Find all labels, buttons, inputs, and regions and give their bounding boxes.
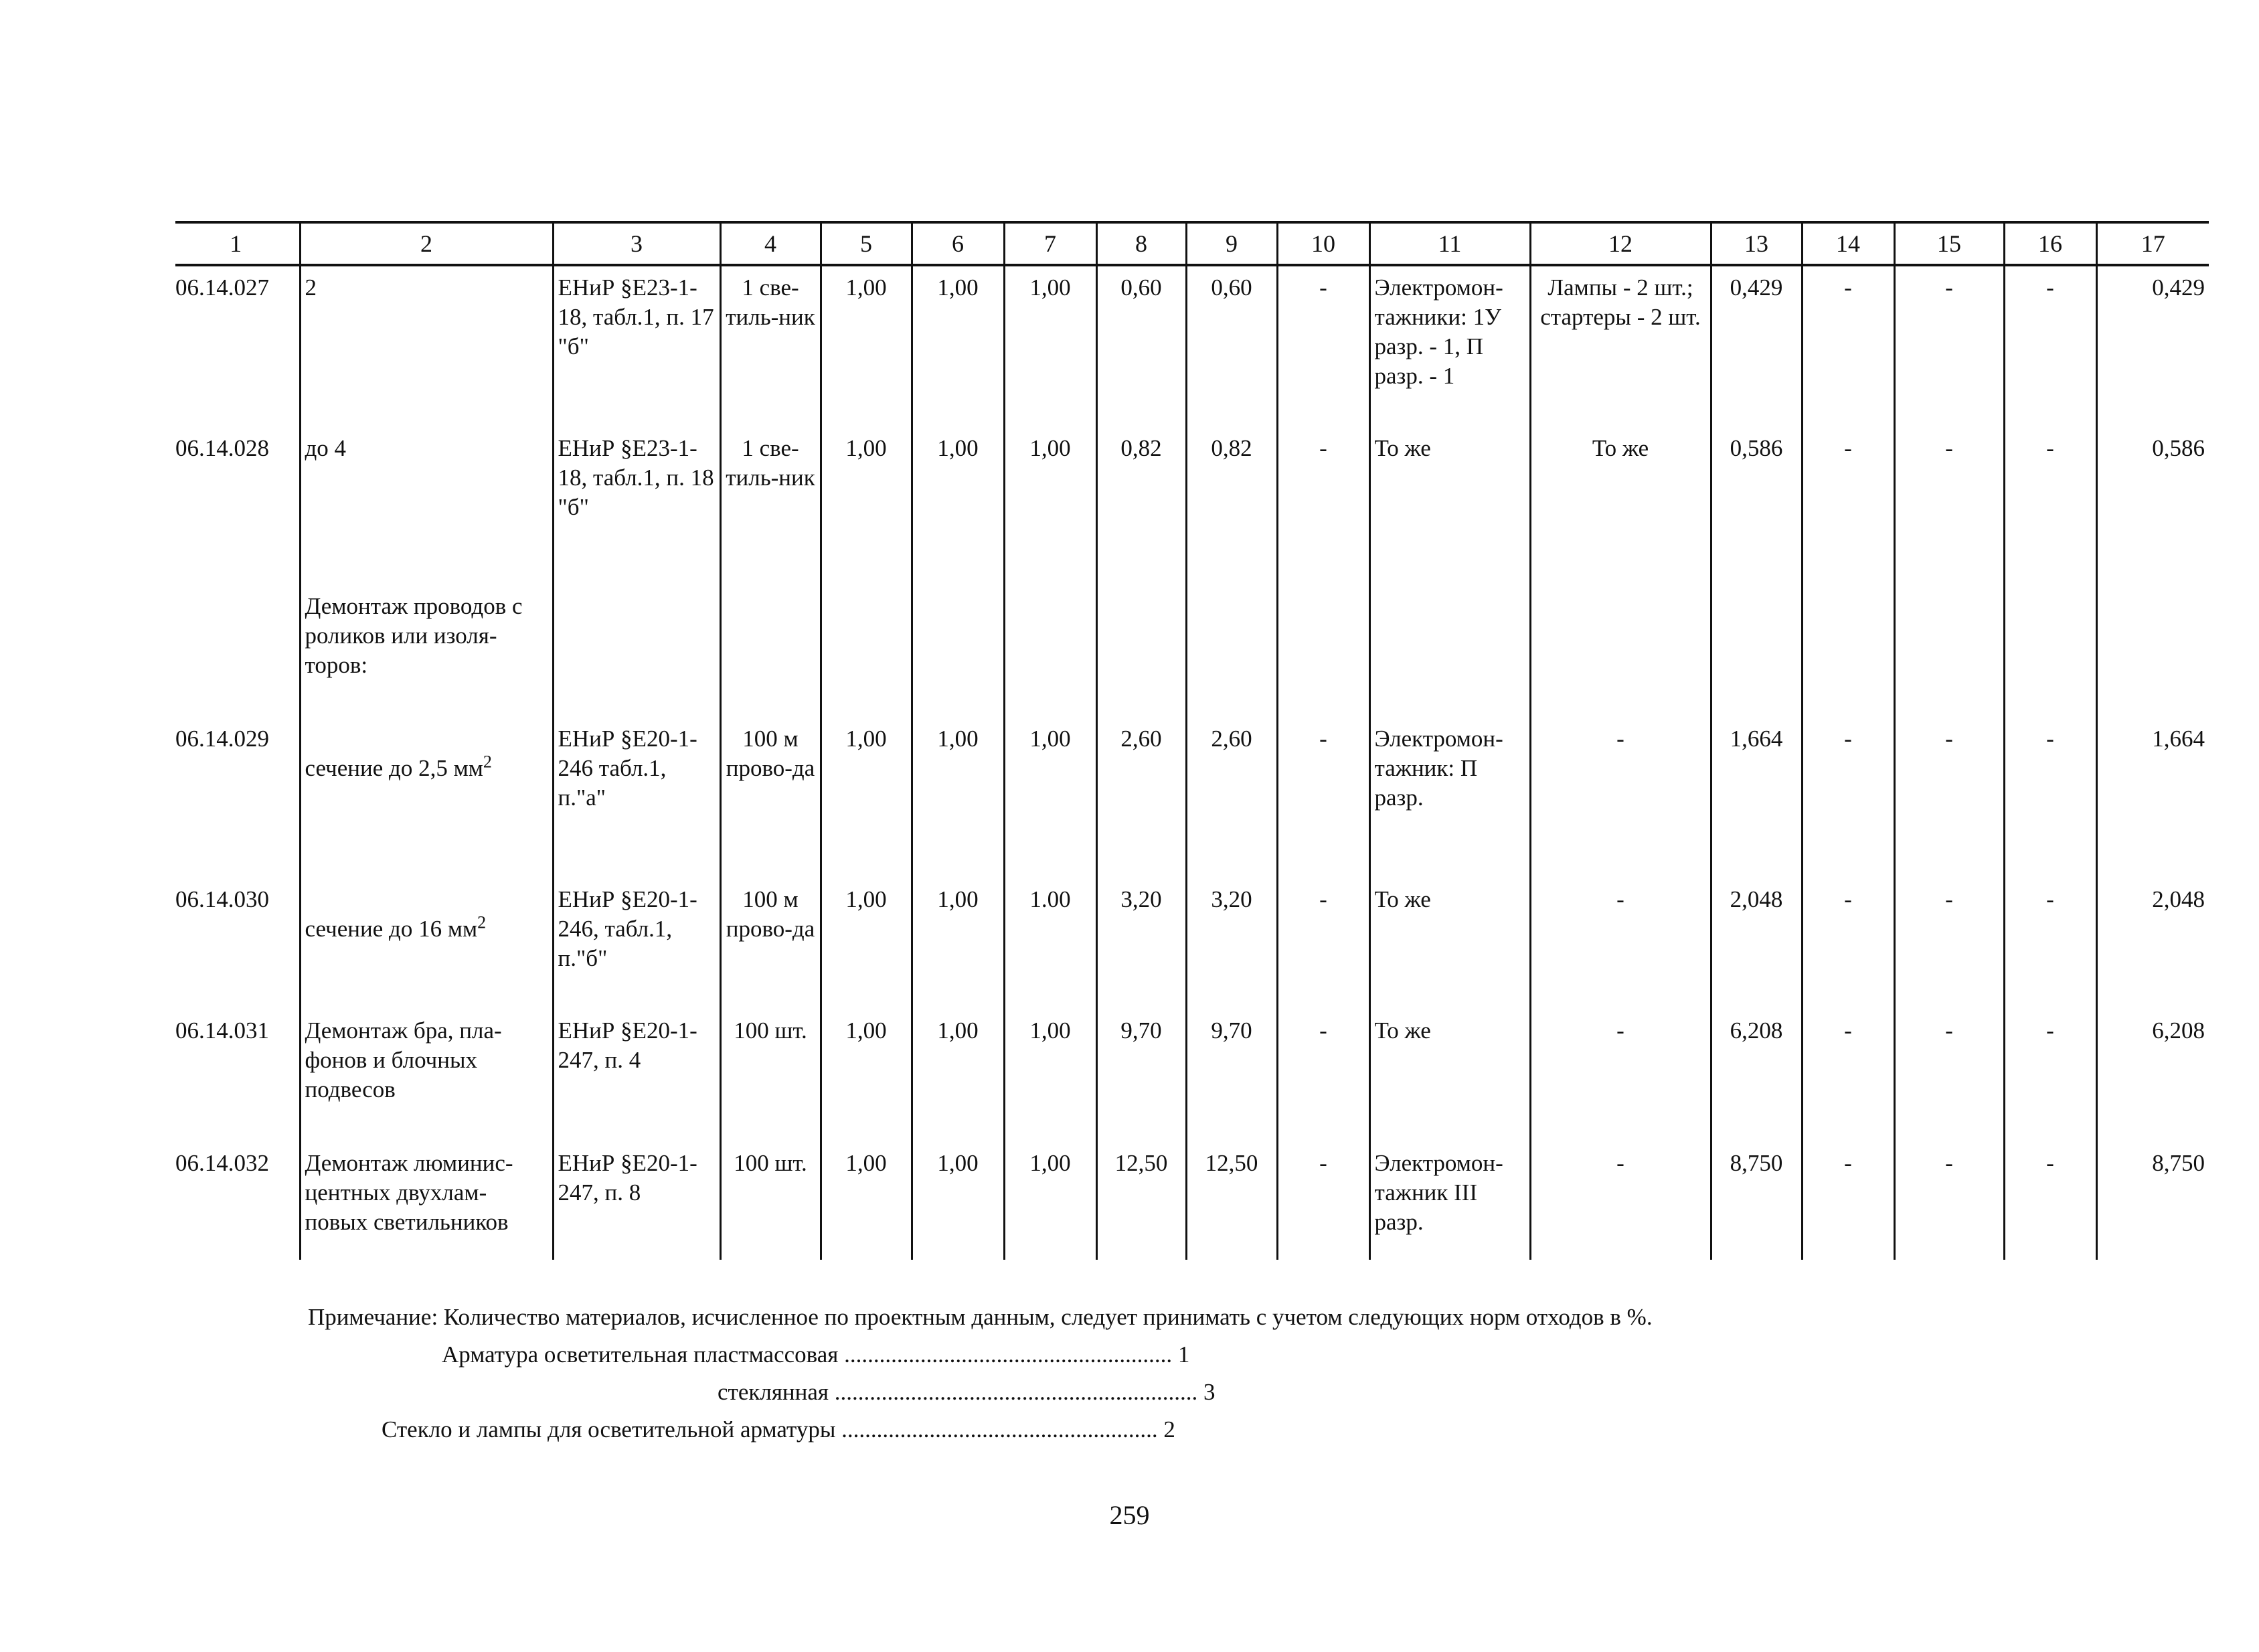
superscript: 2 xyxy=(483,752,492,772)
name-text: сечение до 2,5 мм xyxy=(305,755,483,781)
value-cell: 1,00 xyxy=(1004,1142,1096,1260)
total-cell: 1,664 xyxy=(2096,718,2209,878)
value-cell: 1,00 xyxy=(821,878,912,1009)
value-cell: 8,750 xyxy=(1711,1142,1802,1260)
value-cell: 1,00 xyxy=(1004,718,1096,878)
value-cell: 1,00 xyxy=(912,1142,1004,1260)
value-cell: 3,20 xyxy=(1186,878,1277,1009)
note-item-1 xyxy=(442,1341,1189,1368)
name-text: сечение до 16 мм xyxy=(305,916,478,942)
value-cell: - xyxy=(1277,427,1369,585)
value-cell: - xyxy=(2004,1009,2096,1142)
value-cell: - xyxy=(1277,265,1369,427)
value-cell: - xyxy=(1802,878,1894,1009)
header-cell: 14 xyxy=(1802,222,1894,265)
value-cell: - xyxy=(1894,1142,2004,1260)
name-cell: Демонтаж бра, пла-фонов и блочных подвесов xyxy=(300,1009,553,1142)
header-cell: 7 xyxy=(1004,222,1096,265)
norms-table xyxy=(175,221,2209,1260)
materials-cell: - xyxy=(1530,1009,1711,1142)
reference-cell: ЕНиР §Е20-1-246 табл.1, п."а" xyxy=(553,718,720,878)
notes-block xyxy=(308,1299,1653,1336)
header-cell: 2 xyxy=(300,222,553,265)
value-cell: - xyxy=(1894,718,2004,878)
value-cell: 1,00 xyxy=(821,718,912,878)
value-cell: - xyxy=(1802,265,1894,427)
reference-cell: ЕНиР §Е23-1-18, табл.1, п. 17 "б" xyxy=(553,265,720,427)
value-cell: - xyxy=(1802,1009,1894,1142)
value-cell: 0,82 xyxy=(1186,427,1277,585)
value-cell: - xyxy=(2004,427,2096,585)
page-number: 259 xyxy=(1109,1500,1150,1530)
header-cell: 13 xyxy=(1711,222,1802,265)
value-cell: - xyxy=(2004,718,2096,878)
superscript: 2 xyxy=(477,912,487,932)
total-cell: 8,750 xyxy=(2096,1142,2209,1260)
unit-cell: 100 шт. xyxy=(720,1009,821,1142)
leader-dots: .............................................................. xyxy=(834,1379,1198,1405)
value-cell: - xyxy=(1277,878,1369,1009)
reference-cell: ЕНиР §Е20-1-246, табл.1, п."б" xyxy=(553,878,720,1009)
unit-cell: 100 м прово-да xyxy=(720,718,821,878)
value-cell: - xyxy=(1894,427,2004,585)
materials-cell: Лампы - 2 шт.; стартеры - 2 шт. xyxy=(1530,265,1711,427)
unit-cell: 100 шт. xyxy=(720,1142,821,1260)
header-cell: 5 xyxy=(821,222,912,265)
value-cell: 0,60 xyxy=(1186,265,1277,427)
value-cell: 1,00 xyxy=(821,1142,912,1260)
note-item-label: стеклянная xyxy=(718,1379,829,1405)
note-item-value: 1 xyxy=(1177,1341,1190,1368)
value-cell: 0,60 xyxy=(1096,265,1186,427)
value-cell: - xyxy=(1277,1142,1369,1260)
note-item-value: 2 xyxy=(1163,1416,1175,1442)
value-cell: - xyxy=(1894,265,2004,427)
materials-cell: - xyxy=(1530,1142,1711,1260)
workers-cell: Электромон-тажник: П разр. xyxy=(1369,718,1530,878)
workers-cell: То же xyxy=(1369,878,1530,1009)
code-cell: 06.14.032 xyxy=(175,1150,269,1176)
value-cell: 1,00 xyxy=(912,1009,1004,1142)
value-cell: 0,82 xyxy=(1096,427,1186,585)
header-cell: 10 xyxy=(1277,222,1369,265)
name-cell xyxy=(300,878,553,1009)
leader-dots: ...................................................... xyxy=(841,1416,1158,1442)
materials-cell: То же xyxy=(1530,427,1711,585)
value-cell: 2,048 xyxy=(1711,878,1802,1009)
value-cell: 6,208 xyxy=(1711,1009,1802,1142)
value-cell: 12,50 xyxy=(1186,1142,1277,1260)
code-cell: 06.14.028 xyxy=(175,435,269,461)
header-cell: 11 xyxy=(1369,222,1530,265)
total-cell: 2,048 xyxy=(2096,878,2209,1009)
section-heading-row xyxy=(175,585,2209,718)
value-cell: 1,00 xyxy=(1004,427,1096,585)
workers-cell: Электромон-тажник III разр. xyxy=(1369,1142,1530,1260)
leader-dots: ........................................................ xyxy=(844,1341,1173,1368)
value-cell: - xyxy=(1277,718,1369,878)
value-cell: 2,60 xyxy=(1186,718,1277,878)
table-row xyxy=(175,718,2209,878)
value-cell: 1.00 xyxy=(1004,878,1096,1009)
value-cell: 1,00 xyxy=(912,265,1004,427)
value-cell: 3,20 xyxy=(1096,878,1186,1009)
value-cell: - xyxy=(2004,265,2096,427)
name-cell: 2 xyxy=(300,265,553,427)
value-cell: 1,00 xyxy=(821,427,912,585)
table-row xyxy=(175,1009,2209,1142)
value-cell: - xyxy=(1802,1142,1894,1260)
note-item-label: Арматура осветительная пластмассовая xyxy=(442,1341,839,1368)
value-cell: - xyxy=(2004,878,2096,1009)
header-cell: 8 xyxy=(1096,222,1186,265)
materials-cell: - xyxy=(1530,718,1711,878)
value-cell: 12,50 xyxy=(1096,1142,1186,1260)
code-cell: 06.14.029 xyxy=(175,726,269,752)
unit-cell: 100 м прово-да xyxy=(720,878,821,1009)
name-cell: до 4 xyxy=(300,427,553,585)
name-cell: Демонтаж люминис-центных двухлам-повых светильников xyxy=(300,1142,553,1260)
header-cell: 4 xyxy=(720,222,821,265)
header-cell: 12 xyxy=(1530,222,1711,265)
header-cell: 1 xyxy=(175,222,300,265)
value-cell: - xyxy=(1894,1009,2004,1142)
reference-cell: ЕНиР §Е23-1-18, табл.1, п. 18 "б" xyxy=(553,427,720,585)
value-cell: - xyxy=(1894,878,2004,1009)
value-cell: 0,586 xyxy=(1711,427,1802,585)
value-cell: - xyxy=(2004,1142,2096,1260)
total-cell: 0,429 xyxy=(2096,265,2209,427)
note-main: Примечание: Количество материалов, исчисленное по проектным данным, следует принимать с учетом следующих норм отходов в %. xyxy=(308,1304,1653,1330)
value-cell: - xyxy=(1802,718,1894,878)
table-row xyxy=(175,427,2209,585)
name-cell xyxy=(300,718,553,878)
code-cell: 06.14.031 xyxy=(175,1017,269,1044)
header-cell: 15 xyxy=(1894,222,2004,265)
code-cell: 06.14.027 xyxy=(175,274,269,301)
value-cell: 1,00 xyxy=(912,718,1004,878)
value-cell: 0,429 xyxy=(1711,265,1802,427)
value-cell: 2,60 xyxy=(1096,718,1186,878)
workers-cell: Электромон-тажники: 1У разр. - 1, П разр. - 1 xyxy=(1369,265,1530,427)
header-cell: 3 xyxy=(553,222,720,265)
value-cell: 1,00 xyxy=(821,265,912,427)
value-cell: - xyxy=(1277,1009,1369,1142)
table-row xyxy=(175,1142,2209,1260)
workers-cell: То же xyxy=(1369,427,1530,585)
value-cell: 1,00 xyxy=(912,878,1004,1009)
workers-cell: То же xyxy=(1369,1009,1530,1142)
note-item-2 xyxy=(718,1379,1216,1406)
note-item-label: Стекло и лампы для осветительной арматуры xyxy=(382,1416,836,1442)
value-cell: 9,70 xyxy=(1186,1009,1277,1142)
value-cell: - xyxy=(1802,427,1894,585)
value-cell: 1,00 xyxy=(1004,1009,1096,1142)
header-cell: 6 xyxy=(912,222,1004,265)
unit-cell: 1 све-тиль-ник xyxy=(720,265,821,427)
note-item-value: 3 xyxy=(1203,1379,1216,1405)
table-row xyxy=(175,878,2209,1009)
total-cell: 6,208 xyxy=(2096,1009,2209,1142)
value-cell: 1,00 xyxy=(1004,265,1096,427)
value-cell: 9,70 xyxy=(1096,1009,1186,1142)
reference-cell: ЕНиР §Е20-1-247, п. 8 xyxy=(553,1142,720,1260)
header-cell: 17 xyxy=(2096,222,2209,265)
value-cell: 1,00 xyxy=(912,427,1004,585)
code-cell: 06.14.030 xyxy=(175,886,269,912)
section-heading: Демонтаж проводов с роликов или изоля-торов: xyxy=(300,585,553,718)
note-item-3 xyxy=(382,1416,1175,1443)
materials-cell: - xyxy=(1530,878,1711,1009)
header-row xyxy=(175,222,2209,265)
header-cell: 9 xyxy=(1186,222,1277,265)
value-cell: 1,664 xyxy=(1711,718,1802,878)
total-cell: 0,586 xyxy=(2096,427,2209,585)
value-cell: 1,00 xyxy=(821,1009,912,1142)
unit-cell: 1 све-тиль-ник xyxy=(720,427,821,585)
header-cell: 16 xyxy=(2004,222,2096,265)
table-row xyxy=(175,265,2209,427)
reference-cell: ЕНиР §Е20-1-247, п. 4 xyxy=(553,1009,720,1142)
